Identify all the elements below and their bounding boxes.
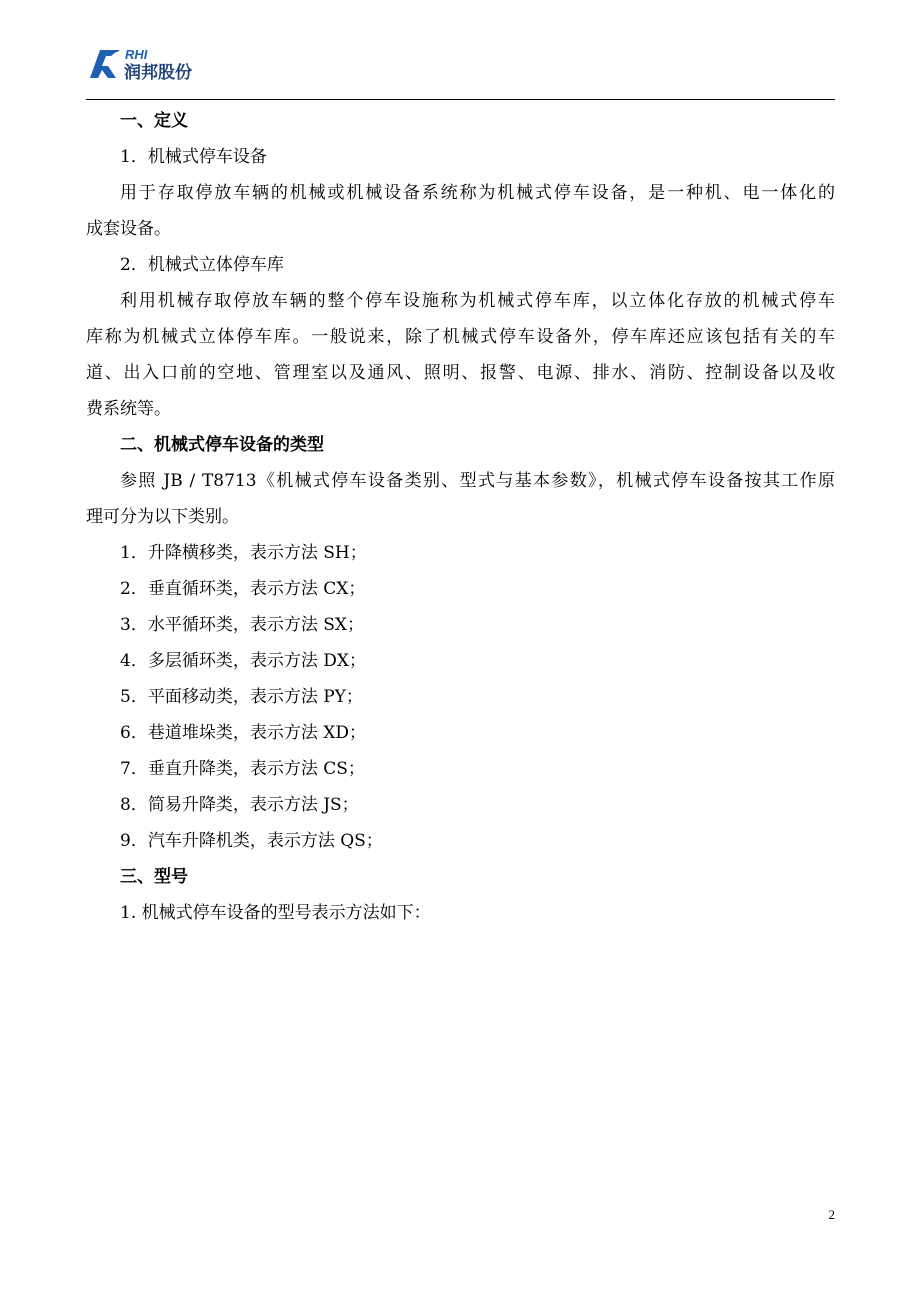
- paragraph-line: 利用机械存取停放车辆的整个停车设施称为机械式停车库，以立体化存放的机械式停车: [120, 291, 835, 311]
- list-item: 8．简易升降类，表示方法 JS；: [120, 795, 359, 815]
- logo-mark-icon: [86, 44, 211, 82]
- logo-company-name: 润邦股份: [124, 63, 192, 82]
- subheading-mechanical-parking-equipment: 1．机械式停车设备: [120, 147, 267, 167]
- subheading-mechanical-garage: 2．机械式立体停车库: [120, 255, 284, 275]
- paragraph-line: 理可分为以下类别。: [86, 507, 239, 527]
- section-heading-types: 二、机械式停车设备的类型: [120, 435, 324, 455]
- header-divider: [86, 99, 835, 100]
- list-item: 1．升降横移类，表示方法 SH；: [120, 543, 367, 563]
- company-logo: [86, 44, 211, 82]
- section-heading-definition: 一、定义: [120, 111, 188, 131]
- list-item: 3．水平循环类，表示方法 SX；: [120, 615, 364, 635]
- list-item: 6．巷道堆垛类，表示方法 XD；: [120, 723, 366, 743]
- list-item: 9．汽车升降机类，表示方法 QS；: [120, 831, 383, 851]
- paragraph-line: 道、出入口前的空地、管理室以及通风、照明、报警、电源、排水、消防、控制设备以及收: [86, 363, 835, 383]
- list-item: 7．垂直升降类，表示方法 CS；: [120, 759, 365, 779]
- section-heading-model: 三、型号: [120, 867, 188, 887]
- paragraph-line: 费系统等。: [86, 399, 171, 419]
- list-item: 4．多层循环类，表示方法 DX；: [120, 651, 366, 671]
- list-item: 5．平面移动类，表示方法 PY；: [120, 687, 363, 707]
- list-item: 2．垂直循环类，表示方法 CX；: [120, 579, 366, 599]
- paragraph-line: 用于存取停放车辆的机械或机械设备系统称为机械式停车设备，是一种机、电一体化的: [120, 183, 835, 203]
- logo-mark-text: RHI: [125, 47, 148, 62]
- paragraph-line: 库称为机械式立体停车库。一般说来，除了机械式停车设备外，停车库还应该包括有关的车: [86, 327, 835, 347]
- paragraph-line: 参照 JB / T8713《机械式停车设备类别、型式与基本参数》，机械式停车设备按其工作原: [120, 471, 835, 491]
- page-number: 2: [828, 1207, 835, 1222]
- paragraph-line: 成套设备。: [86, 219, 171, 239]
- paragraph-line: 1. 机械式停车设备的型号表示方法如下：: [120, 903, 431, 923]
- document-body: [86, 103, 835, 931]
